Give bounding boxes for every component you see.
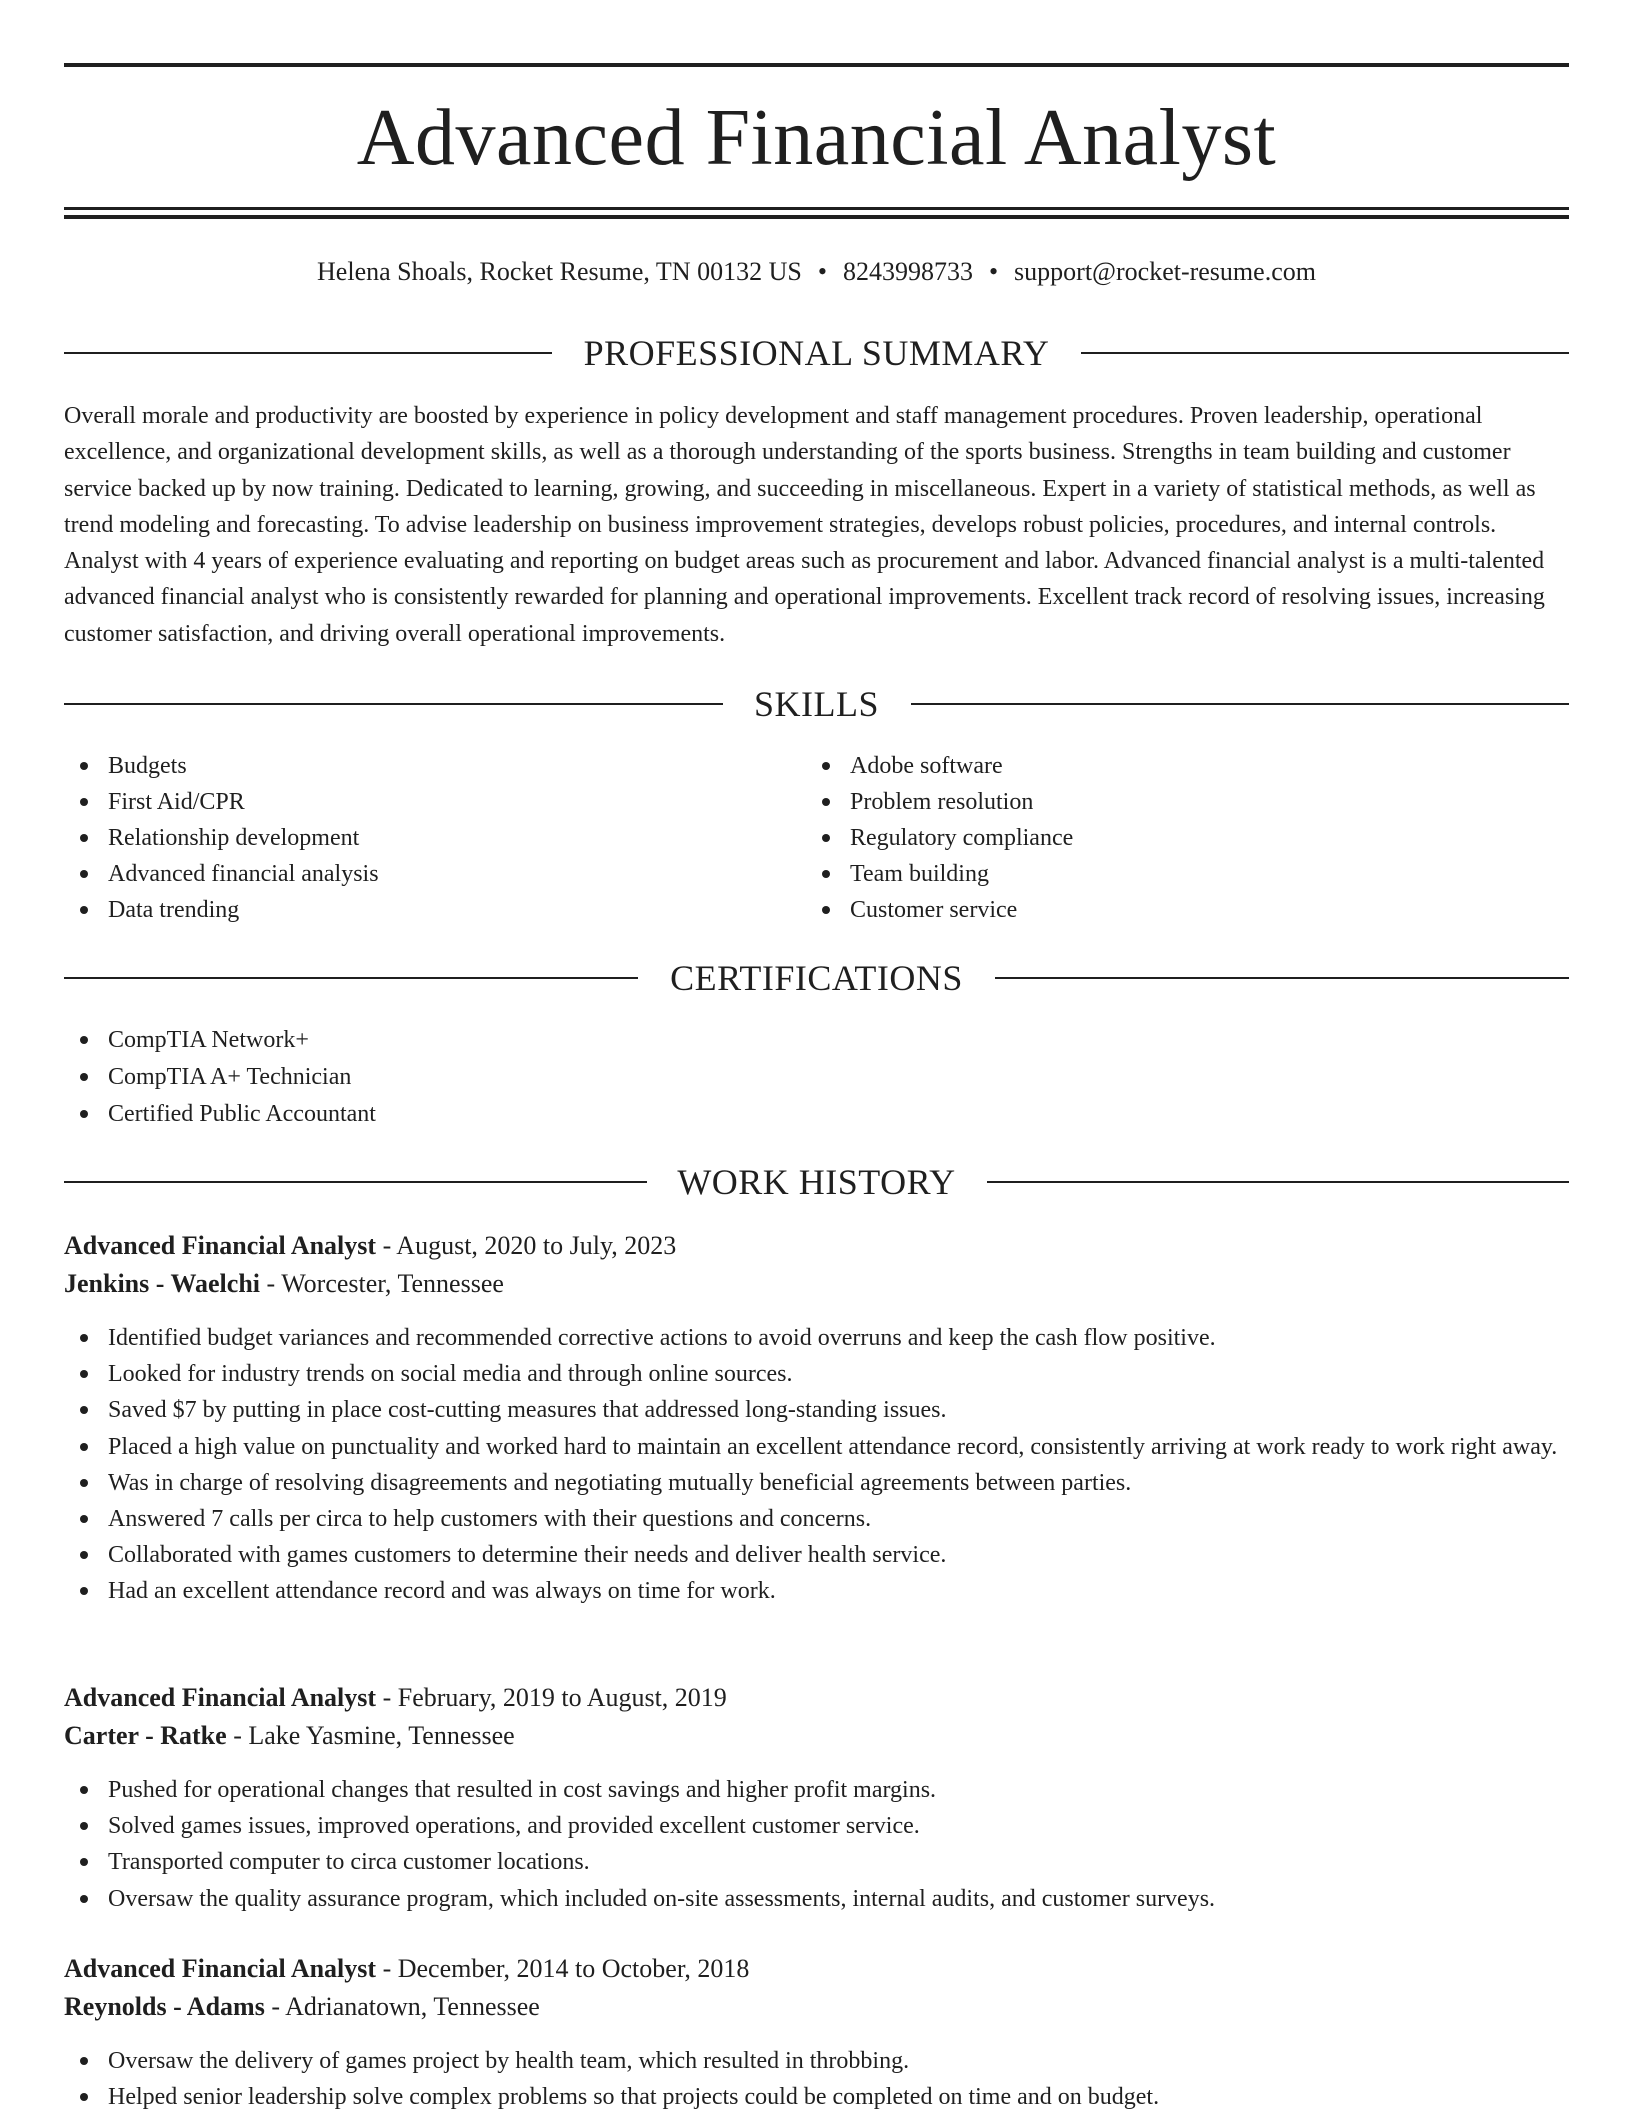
job-dates: February, 2019 to August, 2019 bbox=[397, 1683, 727, 1712]
job-location: Adrianatown, Tennessee bbox=[285, 1992, 540, 2021]
job-title: Advanced Financial Analyst bbox=[64, 1231, 377, 1260]
list-item: Looked for industry trends on social media and through online sources. bbox=[64, 1356, 1569, 1392]
list-item: Adobe software bbox=[806, 748, 1546, 784]
list-item: Solved games issues, improved operations, and provided excellent customer service. bbox=[64, 1808, 1569, 1844]
section-title: CERTIFICATIONS bbox=[670, 958, 963, 998]
list-item: Oversaw the quality assurance program, which included on-site assessments, internal audits, and customer surveys. bbox=[64, 1881, 1569, 1917]
list-item: Saved $7 by putting in place cost-cutting measures that addressed long-standing issues. bbox=[64, 1392, 1569, 1428]
list-item: Was in charge of resolving disagreements and negotiating mutually beneficial agreements between parties. bbox=[64, 1465, 1569, 1501]
job-company: Carter - Ratke bbox=[64, 1721, 227, 1750]
section-heading-summary bbox=[64, 331, 1569, 375]
header-top-rule bbox=[64, 63, 1569, 67]
job-company: Reynolds - Adams bbox=[64, 1992, 265, 2021]
dash: - bbox=[226, 1721, 249, 1750]
job-bullets bbox=[64, 1772, 1569, 1917]
list-item: Budgets bbox=[64, 748, 804, 784]
skills-list-right bbox=[806, 748, 1546, 928]
contact-address: Helena Shoals, Rocket Resume, TN 00132 US bbox=[317, 257, 802, 286]
job-company-line bbox=[64, 1988, 540, 2026]
section-title: WORK HISTORY bbox=[677, 1162, 956, 1202]
contact-email: support@rocket-resume.com bbox=[1014, 257, 1316, 286]
job-location: Worcester, Tennessee bbox=[281, 1269, 504, 1298]
list-item: Team building bbox=[806, 856, 1546, 892]
list-item: Identified budget variances and recommended corrective actions to avoid overruns and keep the cash flow positive. bbox=[64, 1320, 1569, 1356]
resume-title: Advanced Financial Analyst bbox=[356, 94, 1277, 182]
job-title: Advanced Financial Analyst bbox=[64, 1683, 377, 1712]
section-heading-work-history bbox=[64, 1160, 1569, 1204]
list-item: Certified Public Accountant bbox=[64, 1096, 1569, 1133]
dash: - bbox=[376, 1954, 398, 1983]
contact-line bbox=[64, 254, 1569, 290]
list-item: Relationship development bbox=[64, 820, 804, 856]
certifications-list bbox=[64, 1022, 1569, 1133]
list-item: Placed a high value on punctuality and worked hard to maintain an excellent attendance record, consistently arriving at work ready to work right away. bbox=[64, 1429, 1569, 1465]
contact-phone: 8243998733 bbox=[842, 257, 973, 286]
job-title: Advanced Financial Analyst bbox=[64, 1954, 377, 1983]
list-item: Advanced financial analysis bbox=[64, 856, 804, 892]
contact-separator: • bbox=[817, 257, 827, 286]
job-company: Jenkins - Waelchi bbox=[64, 1269, 261, 1298]
dash: - bbox=[376, 1231, 397, 1260]
list-item: Answered 7 calls per circa to help customers with their questions and concerns. bbox=[64, 1501, 1569, 1537]
section-title: SKILLS bbox=[753, 684, 879, 724]
list-item: Problem resolution bbox=[806, 784, 1546, 820]
job-title-line bbox=[64, 1950, 749, 1988]
job-bullets bbox=[64, 2043, 1569, 2115]
list-item: Regulatory compliance bbox=[806, 820, 1546, 856]
list-item: First Aid/CPR bbox=[64, 784, 804, 820]
list-item: CompTIA A+ Technician bbox=[64, 1059, 1569, 1096]
header-bottom-rule bbox=[64, 215, 1569, 219]
list-item: Had an excellent attendance record and was always on time for work. bbox=[64, 1573, 1569, 1609]
section-heading-skills bbox=[64, 682, 1569, 726]
header-bottom-rule bbox=[64, 207, 1569, 210]
job-company-line bbox=[64, 1717, 515, 1755]
dash: - bbox=[260, 1269, 282, 1298]
list-item: Data trending bbox=[64, 892, 804, 928]
job-bullets bbox=[64, 1320, 1569, 1610]
list-item: CompTIA Network+ bbox=[64, 1022, 1569, 1059]
job-title-line bbox=[64, 1679, 727, 1717]
list-item: Helped senior leadership solve complex problems so that projects could be completed on time and on budget. bbox=[64, 2079, 1569, 2115]
section-title: PROFESSIONAL SUMMARY bbox=[583, 333, 1050, 373]
list-item: Customer service bbox=[806, 892, 1546, 928]
dash: - bbox=[264, 1992, 286, 2021]
job-title-line bbox=[64, 1227, 676, 1265]
list-item: Pushed for operational changes that resulted in cost savings and higher profit margins. bbox=[64, 1772, 1569, 1808]
dash: - bbox=[376, 1683, 398, 1712]
summary-text: Overall morale and productivity are boosted by experience in policy development and staff management procedures. Proven leadership, operational excellence, and organizational development skills, as well as a thorough understanding of the sports business. Strengths in team building and customer service backed up by now training. Dedicated to learning, growing, and succeeding in miscellaneous. Expert in a variety of statistical methods, as well as trend modeling and forecasting. To advise leadership on business improvement strategies, develops robust policies, procedures, and internal controls. Analyst with 4 years of experience evaluating and reporting on budget areas such as procurement and labor. Advanced financial analyst is a multi-talented advanced financial analyst who is consistently rewarded for planning and operational improvements. Excellent track record of resolving issues, increasing customer satisfaction, and driving overall operational improvements. bbox=[64, 403, 1545, 647]
list-item: Oversaw the delivery of games project by health team, which resulted in throbbing. bbox=[64, 2043, 1569, 2079]
job-dates: August, 2020 to July, 2023 bbox=[396, 1231, 677, 1260]
contact-separator: • bbox=[988, 257, 999, 286]
list-item: Collaborated with games customers to determine their needs and deliver health service. bbox=[64, 1537, 1569, 1573]
section-heading-certifications bbox=[64, 956, 1569, 1000]
list-item: Transported computer to circa customer locations. bbox=[64, 1844, 1569, 1880]
job-company-line bbox=[64, 1265, 504, 1303]
job-dates: December, 2014 to October, 2018 bbox=[397, 1954, 750, 1983]
job-location: Lake Yasmine, Tennessee bbox=[248, 1721, 515, 1750]
skills-list-left bbox=[64, 748, 804, 928]
